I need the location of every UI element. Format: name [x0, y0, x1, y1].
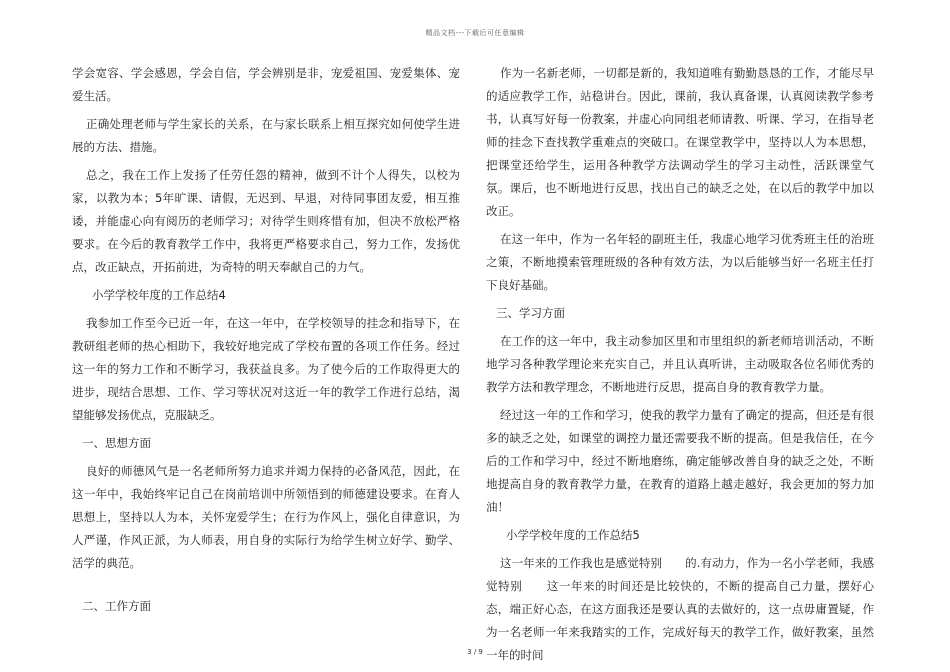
section-title: 小学学校年度的工作总结5 [506, 528, 640, 542]
paragraph: 在工作的这一年中，我主动参加区里和市里组织的新老师培训活动，不断地学习各种教学理论来充实自己，并且认真听讲，主动吸取各位名师优秀的教学方法和教学理念，不断地进行反思，提高自身的教育教学力量。 [486, 334, 874, 394]
paragraph: 总之，我在工作上发扬了任劳任怨的精神，做到不计个人得失，以校为家，以教为本；5年旷课、请假，无迟到、早退，对待同事团友爱，相互推诿，并能虚心向有阅历的老师学习；对待学生则疼惜有加，但决不放松严格要求。在今后的教育教学工作中，我将更严格要求自己，努力工作，发扬优点，改正缺点，开拓前进，为奇特的明天奉献自己的力气。 [72, 168, 460, 274]
page-header: 精品文档---下载后可任意编辑 [425, 29, 525, 37]
section-title: 小学学校年度的工作总结4 [92, 288, 226, 302]
section-heading: 三、学习方面 [496, 306, 565, 320]
page-number: 3 / 9 [467, 648, 483, 656]
paragraph: 正确处理老师与学生家长的关系，在与家长联系上相互探究如何使学生进展的方法、措施。 [72, 117, 460, 154]
paragraph: 良好的师德风气是一名老师所努力追求并竭力保持的必备风范，因此，在这一年中，我始终牢记自己在岗前培训中所领悟到的师德建设要求。在育人思想上，坚持以人为本，关怀宠爱学生；在行为作风上，强化自律意识，为人严谨，作风正派，为人师表，用自身的实际行为给学生树立好学、勤学、活学的典范。 [72, 464, 460, 570]
paragraph: 学会宽容、学会感恩，学会自信，学会辨别是非，宠爱祖国、宠爱集体、宠爱生活。 [72, 66, 460, 103]
paragraph: 经过这一年的工作和学习，使我的教学力量有了确定的提高，但还是有很多的缺乏之处，如课堂的调控力量还需要我不断的提高。但是我信任，在今后的工作和学习中，经过不断地磨练，确定能够改善自身的缺乏之处，不断地提高自身的教育教学力量，在教育的道路上越走越好，我会更加的努力加油！ [486, 408, 874, 514]
left-column [72, 62, 460, 623]
right-column [486, 62, 874, 672]
section-heading: 一、思想方面 [82, 436, 151, 450]
paragraph: 这一年来的工作我也是感觉特别 的.有动力，作为一名小学老师，我感觉特别 这一年来的时间还是比较快的，不断的提高自己力量，摆好心态，端正好心态，在这方面我还是要认真的去做好的，这一点毋庸置疑，作为一名老师一年来我踏实的工作，完成好每天的教学工作，做好教案，虽然一年的时间 [486, 556, 874, 662]
paragraph: 在这一年中，作为一名年轻的副班主任，我虚心地学习优秀班主任的治班之策，不断地摸索管理班级的各种有效方法，为以后能够当好一名班主任打下良好基础。 [486, 232, 874, 292]
paragraph: 作为一名新老师，一切都是新的，我知道唯有勤勤恳恳的工作，才能尽早的适应教学工作，站稳讲台。因此，课前，我认真备课，认真阅读教学参考书，认真写好每一份教案，并虚心向同组老师请教、听课、学习，在指导老师的挂念下查找教学重难点的突破口。在课堂教学中，坚持以人为本思想，把课堂还给学生，运用各种教学方法调动学生的学习主动性，活跃课堂气氛。课后，也不断地进行反思，找出自己的缺乏之处，在以后的教学中加以改正。 [486, 66, 874, 218]
paragraph: 我参加工作至今已近一年，在这一年中，在学校领导的挂念和指导下，在教研组老师的热心相助下，我较好地完成了学校布置的各项工作任务。经过这一年的努力工作和不断学习，我获益良多。为了使今后的工作取得更大的进步，现结合思想、工作、学习等状况对这近一年的教学工作进行总结，渴望能够发扬优点，克服缺乏。 [72, 316, 460, 422]
section-heading: 二、工作方面 [82, 599, 151, 613]
